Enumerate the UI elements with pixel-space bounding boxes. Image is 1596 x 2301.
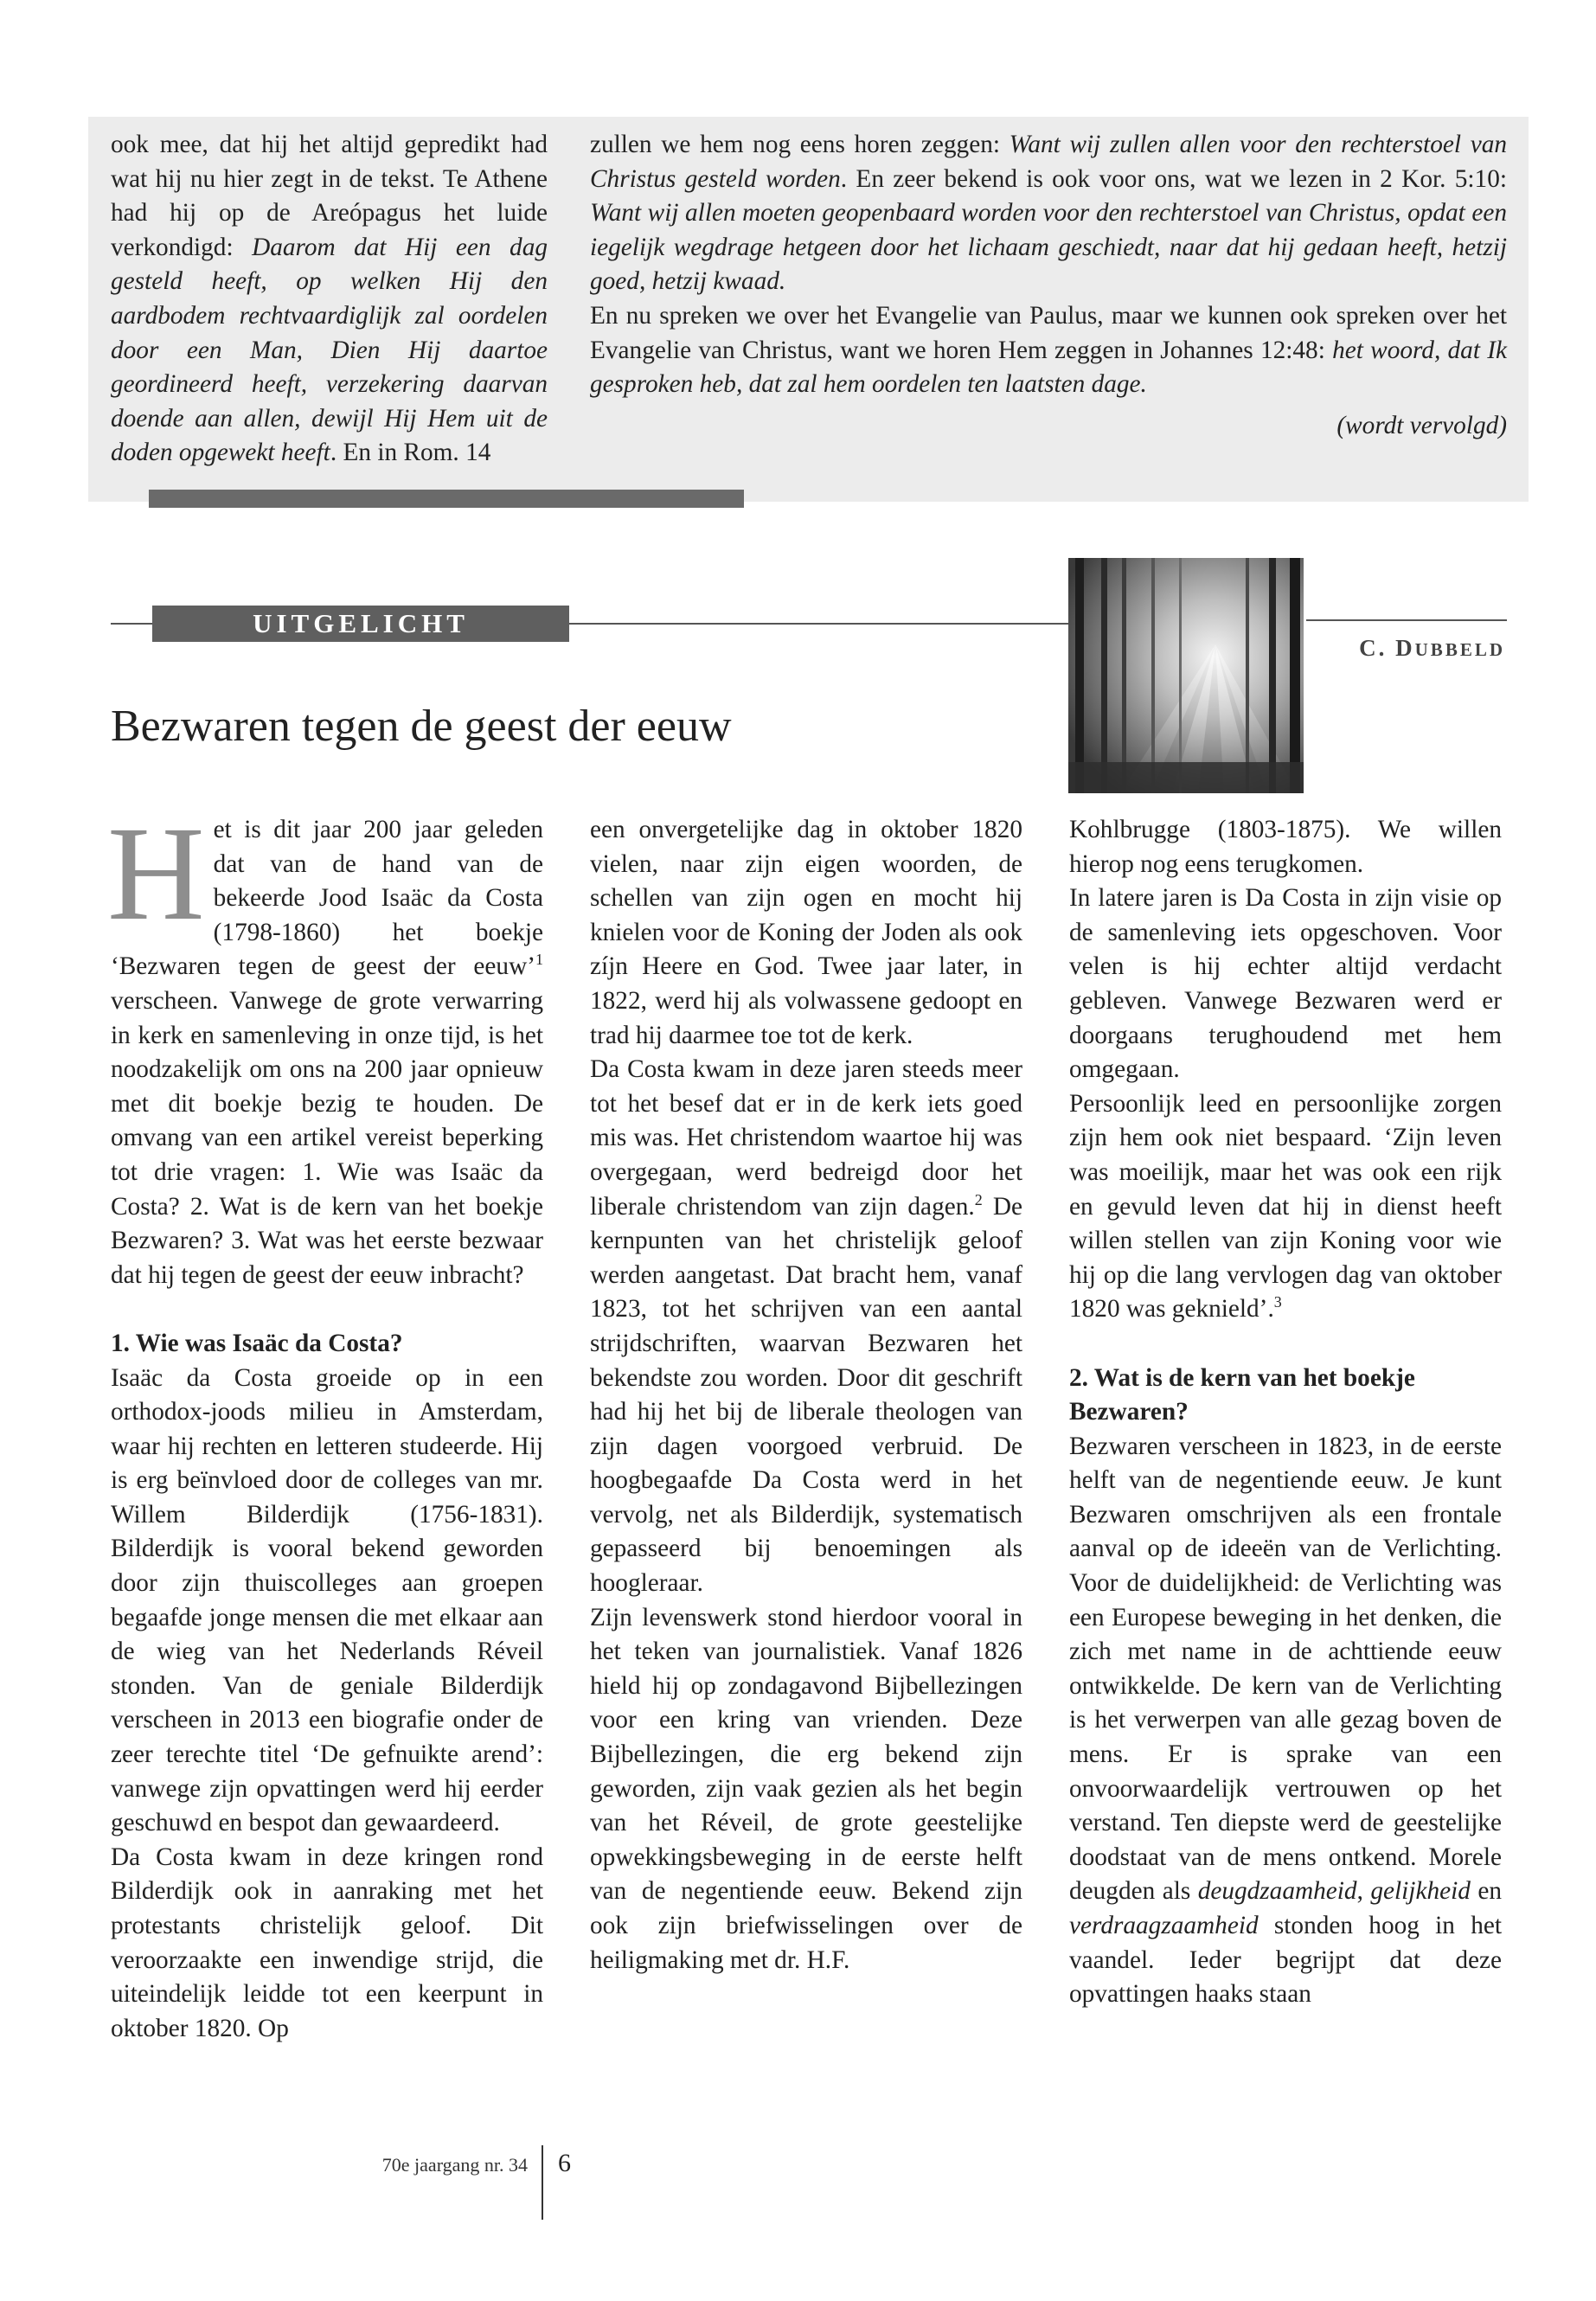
footer-divider <box>542 2145 543 2220</box>
text-run: In latere jaren is Da Costa in zijn visie op de samenleving iets opgeschoven. Voor velen is hij echter altijd verdacht gebleven. Vanwege Bezwaren werd er doorgaans terughoudend met hem omgegaan. <box>1069 884 1502 1084</box>
text-run: zullen we hem nog eens horen zeggen: <box>590 131 1010 158</box>
text-run: Isaäc da Costa groeide op in een orthodox-joods milieu in Amsterdam, waar hij rechten en letteren studeerde. Hij is erg beïnvloed door de colleges van mr. Willem Bilderdijk (1756-1831). Bilderdijk is vooral bekend geworden door zijn thuiscolleges aan groepen begaafde jonge mensen die met elkaar aan de wieg van het Nederlands Réveil stonden. Van de geniale Bilderdijk verscheen in 2013 een biografie onder de zeer terechte titel ‘De gefnuikte arend’: vanwege zijn opvattingen werd hij eerder geschuwd en bespot dan gewaardeerd. <box>111 1363 543 1837</box>
author-rest: UBBELD <box>1414 639 1505 660</box>
text-run: Kohlbrugge (1803-1875). We willen hierop nog eens terugkomen. <box>1069 816 1502 878</box>
forest-photo <box>1068 558 1304 793</box>
article-column-3 <box>1069 813 1502 2012</box>
section-rule <box>111 623 152 625</box>
text-run: stonden hoog in het vaandel. Ieder begrijpt dat deze opvattingen haaks staan <box>1069 1912 1502 2009</box>
issue-info: 70e jaargang nr. 34 <box>381 2154 528 2176</box>
paragraph <box>111 1362 543 1841</box>
text-run: een onvergetelijke dag in oktober 1820 vielen, naar zijn eigen woorden, de schellen van zijn ogen en mocht hij knielen voor de Koning der Joden als ook zíjn Heere en God. Twee jaar later, in 1822, werd hij als volwassene gedoopt en trad hij daarmee toe tot de kerk. <box>590 816 1022 1049</box>
subheading: 1. Wie was Isaäc da Costa? <box>111 1329 403 1357</box>
italic-text: gelijkheid <box>1370 1877 1471 1906</box>
text-run: En nu spreken we over het Evangelie van Paulus, maar we kunnen ook spreken over het Evangelie van Christus, want we horen Hem zeggen in Johannes 12:48: <box>590 301 1507 364</box>
paragraph <box>590 1053 1022 1601</box>
article-column-2 <box>590 813 1022 1977</box>
subheading: 2. Wat is de kern van het boekje Bezwaren? <box>1069 1363 1415 1426</box>
article-title: Bezwaren tegen de geest der eeuw <box>111 702 732 751</box>
continued-note: (wordt vervolgd) <box>1336 411 1507 439</box>
text-run: et is dit jaar 200 jaar geleden dat van de hand van de bekeerde Jood Isaäc da Costa (1798-1860) het boekje ‘Bezwaren tegen de geest der eeuw’ <box>111 816 543 981</box>
page-number: 6 <box>558 2149 571 2177</box>
text-run: Zijn levenswerk stond hierdoor vooral in het teken van journalistiek. Vanaf 1826 hield hij op zondagavond Bijbellezingen voor een kring van vrienden. Deze Bijbellezingen, die erg bekend zijn geworden, zijn vaak gezien als het begin van het Réveil, de grote geestelijke opwekkingsbeweging in de eerste helft van de negentiende eeuw. Bekend zijn ook zijn briefwisselingen over de heiligmaking met dr. H.F. <box>590 1603 1022 1974</box>
text-run: en <box>1470 1877 1502 1906</box>
footnote-ref: 2 <box>974 1190 983 1208</box>
text-run: verscheen. Vanwege de grote verwarring in kerk en samenleving in onze tijd, is het noodzakelijk om ons na 200 jaar opnieuw met dit boekje bezig te houden. De omvang van een artikel vereist beperking tot drie vragen: 1. Wie was Isaäc da Costa? 2. Wat is de kern van het boekje Bezwaren? 3. Wat was het eerste bezwaar dat hij tegen de geest der eeuw inbracht? <box>111 986 543 1289</box>
section-label: UITGELICHT <box>152 606 569 642</box>
text-run: . En zeer bekend is ook voor ons, wat we lezen in 2 Kor. 5:10: <box>840 164 1507 193</box>
continued-column-2 <box>590 128 1507 443</box>
paragraph <box>1069 1087 1502 1327</box>
text-run: Da Costa kwam in deze kringen rond Bilderdijk ook in aanraking met het protestants christelijk geloof. Dit veroorzaakte een inwendige strijd, die uiteindelijk leidde tot een keerpunt in oktober 1820. Op <box>111 1843 543 2042</box>
continued-paragraph <box>590 128 1507 299</box>
text-run: , <box>1356 1877 1371 1906</box>
paragraph <box>111 1841 543 2047</box>
paragraph <box>1069 813 1502 881</box>
italic-text: Want wij zullen allen voor den rechterstoel van Christus gesteld worden <box>590 131 1507 193</box>
forest-image <box>1068 558 1304 793</box>
footnote-ref: 1 <box>535 951 543 969</box>
text-run: De kernpunten van het christelijk geloof werden aangetast. Dat bracht hem, vanaf 1823, tot het schrijven van een aantal strijdschriften, waarvan Bezwaren het bekendste zou worden. Door dit geschrift had hij het bij de liberale theologen van zijn dagen voorgoed verbruid. De hoogbegaafde Da Costa werd in het vervolg, net als Bilderdijk, systematisch gepasseerd bij benoemingen als hoogleraar. <box>590 1192 1022 1598</box>
italic-text: deugdzaamheid <box>1197 1877 1357 1906</box>
author-initial: C. D <box>1359 635 1415 661</box>
paragraph <box>1069 881 1502 1087</box>
article-column-1 <box>107 798 543 2046</box>
italic-text: Want wij allen moeten geopenbaard worden voor den rechterstoel van Christus, opdat een iegelijk wegdrage hetgeen door het lichaam geschiedt, naar dat hij gedaan heeft, hetzij goed, hetzij kwaad. <box>590 199 1507 296</box>
italic-text: Daarom dat Hij een dag gesteld heeft, op welken Hij den aardbodem rechtvaardiglijk zal oordelen door een Man, Dien Hij daartoe geordineerd heeft, verzekering daarvan doende aan allen, dewijl Hij Hem uit de doden opgewekt heeft <box>111 233 548 467</box>
text-run: Bezwaren verscheen in 1823, in de eerste helft van de negentiende eeuw. Je kunt Bezwaren omschrijven als een frontale aanval op de ideeën van de Verlichting. Voor de duidelijkheid: de Verlichting was een Europese beweging in het denken, die zich met name in de achttiende eeuw ontwikkelde. De kern van de Verlichting is het verwerpen van alle gezag boven de mens. Er is sprake van een onvoorwaardelijk vertrouwen op het verstand. Ten diepste werd de geestelijke doodstaat van de mens ontkend. Morele deugden als <box>1069 1432 1502 1906</box>
paragraph <box>590 813 1022 1053</box>
box-accent-bar <box>149 490 744 508</box>
text-run: . En in Rom. 14 <box>330 439 491 467</box>
footnote-ref: 3 <box>1273 1293 1282 1311</box>
text-run: Persoonlijk leed en persoonlijke zorgen zijn hem ook niet bespaard. ‘Zijn leven was moeilijk, maar het was ook een rijk en gevuld leven dat hij in dienst heeft willen stellen van zijn Koning voor wie hij op die lang vervlogen dag van oktober 1820 was geknield’. <box>1069 1089 1502 1324</box>
paragraph <box>1069 1430 1502 2012</box>
continued-column-1 <box>111 128 548 471</box>
section-rule <box>569 623 1069 625</box>
paragraph <box>590 1601 1022 1978</box>
italic-text: het woord, dat Ik gesproken heb, dat zal hem oordelen ten laatsten dage. <box>590 336 1507 399</box>
section-rule <box>1306 619 1507 621</box>
drop-cap: H <box>107 798 205 948</box>
italic-text: verdraagzaamheid <box>1069 1912 1259 1939</box>
text-run: ook mee, dat hij het altijd gepredikt had wat hij nu hier zegt in de tekst. Te Athene had hij op de Areópagus het luide verkondigd: <box>111 131 548 261</box>
text-run: Da Costa kwam in deze jaren steeds meer tot het besef dat er in de kerk iets goed mis was. Het christendom waartoe hij was overgegaan, werd bedreigd door het liberale christendom van zijn dagen. <box>590 1055 1022 1221</box>
continued-paragraph <box>590 299 1507 402</box>
author-name <box>1263 635 1505 662</box>
